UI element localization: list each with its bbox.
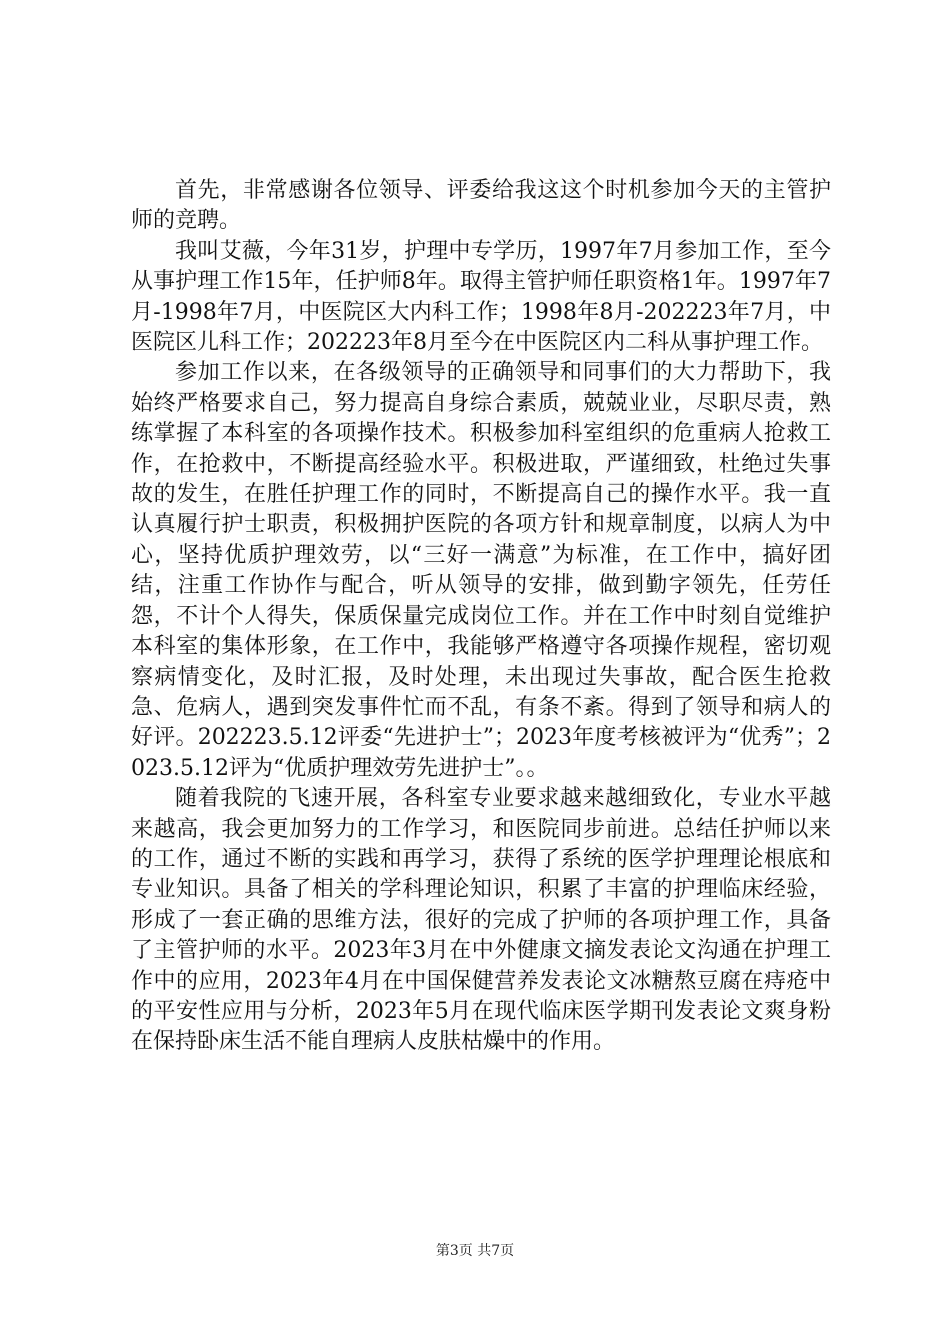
paragraph-intro: 首先，非常感谢各位领导、评委给我这这个时机参加今天的主管护师的竞聘。 [131, 178, 831, 234]
paragraph-development: 随着我院的飞速开展，各科室专业要求越来越细致化，专业水平越来越高，我会更加努力的工作学习，和医院同步前进。总结任护师以来的工作，通过不断的实践和再学习，获得了系统的医学护理理论根底和专业知识。具备了相关的学科理论知识，积累了丰富的护理临床经验，形成了一套正确的思维方法，很好的完成了护师的各项护理工作，具备了主管护师的水平。2023年3月在中外健康文摘发表论文沟通在护理工作中的应用，2023年4月在中国保健营养发表论文冰糖熬豆腐在痔疮中的平安性应用与分析，2023年5月在现代临床医学期刊发表论文爽身粉在保持卧床生活不能自理病人皮肤枯燥中的作用。 [131, 786, 831, 1055]
page-number-footer: 第3页 共7页 [435, 1243, 515, 1259]
body-text [131, 176, 831, 1058]
paragraph-work-performance: 参加工作以来，在各级领导的正确领导和同事们的大力帮助下，我始终严格要求自己，努力提高自身综合素质，兢兢业业，尽职尽责，熟练掌握了本科室的各项操作技术。积极参加科室组织的危重病人抢救工作，在抢救中，不断提高经验水平。积极进取，严谨细致，杜绝过失事故的发生，在胜任护理工作的同时，不断提高自己的操作水平。我一直认真履行护士职责，积极拥护医院的各项方针和规章制度，以病人为中心，坚持优质护理效劳，以“三好一满意”为标准，在工作中，搞好团结，注重工作协作与配合，听从领导的安排，做到勤字领先，任劳任怨，不计个人得失，保质保量完成岗位工作。并在工作中时刻自觉维护本科室的集体形象，在工作中，我能够严格遵守各项操作规程，密切观察病情变化，及时汇报，及时处理，未出现过失事故，配合医生抢救急、危病人，遇到突发事件忙而不乱，有条不紊。得到了领导和病人的好评。202223.5.12评委“先进护士”；2023年度考核被评为“优秀”；2023.5.12评为“优质护理效劳先进护士”。。 [131, 360, 831, 781]
paragraph-background: 我叫艾薇，今年31岁，护理中专学历，1997年7月参加工作，至今从事护理工作15年，任护师8年。取得主管护师任职资格1年。1997年7月-1998年7月，中医院区大内科工作；1998年8月-202223年7月，中医院区儿科工作；202223年8月至今在中医院区内二科从事护理工作。 [131, 238, 831, 356]
